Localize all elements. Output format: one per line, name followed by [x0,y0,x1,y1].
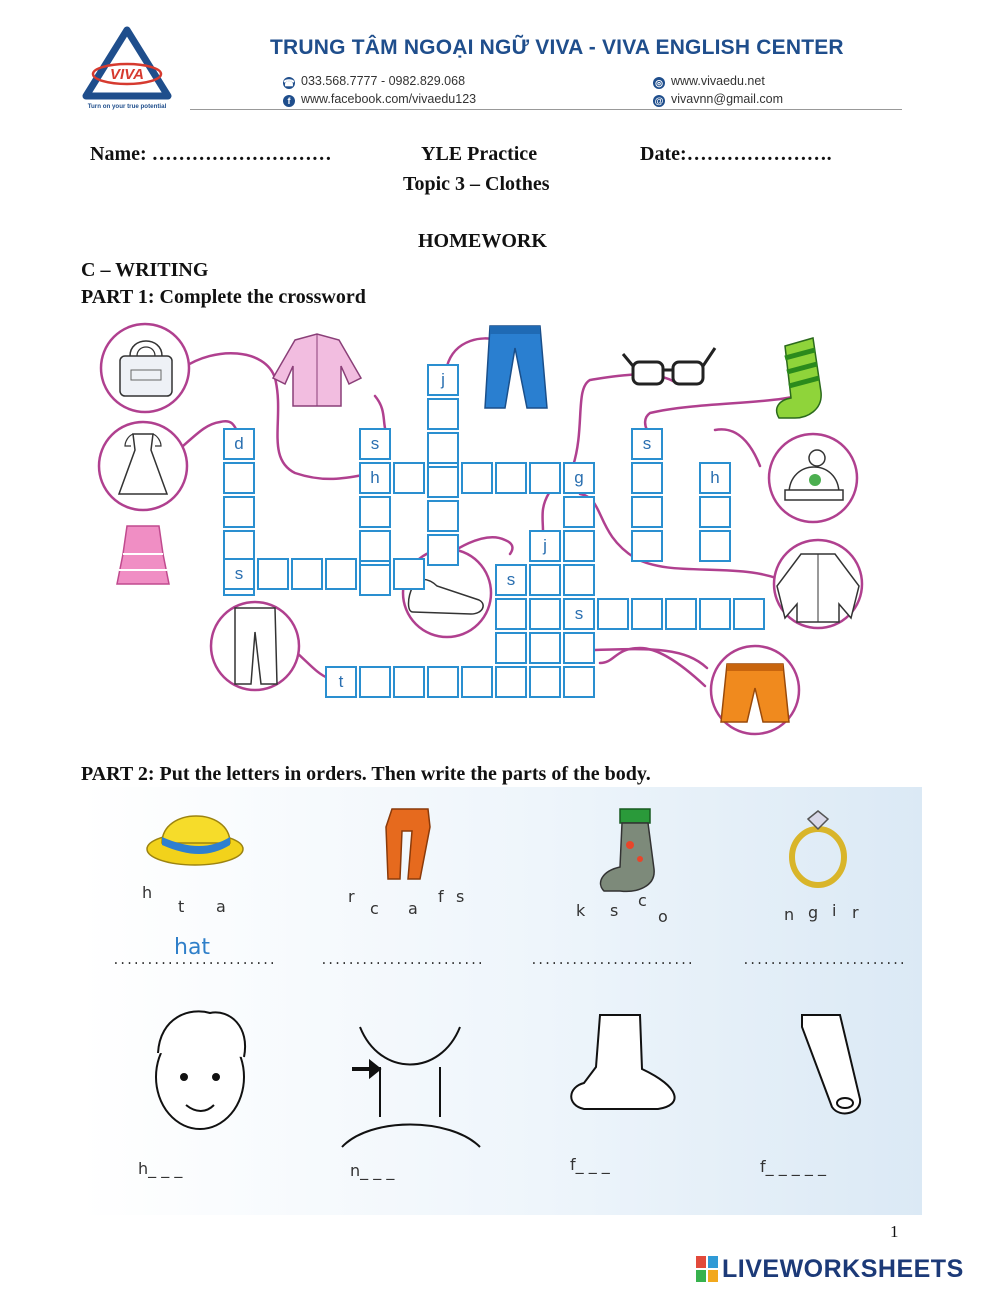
part2-pictures [80,787,922,1215]
crossword-cell[interactable] [223,462,255,494]
answer-1[interactable]: hat [174,935,211,960]
crossword-cell[interactable] [291,558,323,590]
logo-tagline: Turn on your true potential [87,103,167,110]
crossword-cell[interactable] [631,462,663,494]
body-prompt-foot[interactable]: f_ _ _ [570,1155,610,1174]
crossword-cell[interactable] [427,666,459,698]
crossword-cell[interactable] [699,598,731,630]
crossword-cell[interactable]: s [359,428,391,460]
crossword-cell[interactable] [393,558,425,590]
crossword-cell[interactable] [461,462,493,494]
scramble-3-letter-1: k [576,901,586,920]
answer-line-4: ........................ [742,953,906,968]
answer-line-3: ........................ [530,953,694,968]
globe-icon: ◎ [653,77,665,89]
skirt-picture [117,526,169,584]
email-line [653,92,783,107]
part2-heading: PART 2: Put the letters in orders. Then write the parts of the body. [81,763,651,785]
crossword-cell[interactable] [427,466,459,498]
crossword-cell[interactable] [359,564,391,596]
scramble-1-letter-3: a [216,897,226,916]
name-field: Name: ……………………… [90,143,332,165]
crossword-cell[interactable]: t [325,666,357,698]
finger-picture [802,1015,860,1113]
facebook-icon: f [283,95,295,107]
crossword-cell[interactable] [699,530,731,562]
scramble-4-letter-2: g [808,903,819,922]
phone-line [283,74,465,89]
crossword-cell[interactable] [733,598,765,630]
scramble-3-letter-2: s [610,901,619,920]
crossword-cell[interactable] [529,462,561,494]
crossword-cell[interactable] [665,598,697,630]
phone-icon: ☎ [283,78,295,88]
facebook-line [283,92,476,107]
facebook-text: www.facebook.com/vivaedu123 [301,92,477,106]
scramble-4-letter-1: n [784,905,795,924]
scramble-2-letter-5: s [456,887,465,906]
scramble-1-letter-1: h [142,883,153,902]
center-name: TRUNG TÂM NGOẠI NGỮ VIVA - VIVA ENGLISH CENTER [270,36,844,59]
website-line [653,74,765,89]
body-prompt-head[interactable]: h_ _ _ [138,1159,183,1178]
logo-text: VIVA [110,66,144,83]
practice-title: YLE Practice [421,143,538,165]
crossword-cell[interactable] [529,598,561,630]
crossword-cell[interactable] [631,598,663,630]
scramble-2-letter-3: a [408,899,418,918]
viva-logo [82,26,172,112]
crossword-cell[interactable] [461,666,493,698]
crossword-cell[interactable] [631,496,663,528]
crossword-cell[interactable] [597,598,629,630]
head-picture [156,1011,245,1129]
scramble-2-letter-2: c [370,899,379,918]
crossword-cell[interactable] [495,632,527,664]
crossword-cell[interactable] [427,432,459,464]
crossword-cell[interactable] [393,666,425,698]
crossword-cell[interactable] [563,496,595,528]
email-text: vivavnn@gmail.com [671,92,784,106]
crossword-cell[interactable] [427,500,459,532]
date-field: Date:…………………. [640,143,832,165]
crossword-cell[interactable]: d [223,428,255,460]
neck-picture [342,1027,480,1147]
crossword-cell[interactable]: h [359,462,391,494]
sock-picture [777,338,822,418]
header-divider [190,109,902,110]
scramble-4-letter-4: r [852,903,859,922]
body-prompt-neck[interactable]: n_ _ _ [350,1161,395,1180]
crossword-cell[interactable] [427,534,459,566]
website-text: www.vivaedu.net [671,74,765,88]
scramble-3-letter-4: o [658,907,668,926]
crossword-cell[interactable] [529,632,561,664]
scramble-2-letter-1: r [348,887,355,906]
part1-heading: PART 1: Complete the crossword [81,286,366,308]
scramble-3-letter-3: c [638,891,647,910]
crossword-cell[interactable] [495,598,527,630]
crossword-cell[interactable] [359,666,391,698]
crossword-cell[interactable] [563,564,595,596]
crossword-cell[interactable] [529,564,561,596]
crossword-cell[interactable]: s [563,598,595,630]
crossword-cell[interactable] [359,496,391,528]
scarf-picture [386,809,430,879]
crossword-cell[interactable]: j [529,530,561,562]
crossword-cell[interactable]: s [223,558,255,590]
topic-title: Topic 3 – Clothes [403,173,550,195]
crossword-cell[interactable] [223,496,255,528]
crossword-cell[interactable] [325,558,357,590]
body-prompt-finger[interactable]: f_ _ _ _ _ [760,1157,826,1176]
straw-hat-picture [147,816,243,865]
crossword-cell[interactable] [631,530,663,562]
crossword-cell[interactable] [257,558,289,590]
phone-text: 033.568.7777 - 0982.829.068 [301,74,466,88]
crossword-cell[interactable] [699,496,731,528]
section-heading: C – WRITING [81,259,209,281]
crossword-cell[interactable] [495,462,527,494]
crossword-cell[interactable]: j [427,364,459,396]
liveworksheets-logo-icon [696,1256,718,1282]
answer-line-2: ........................ [320,953,484,968]
crossword-cell[interactable]: g [563,462,595,494]
crossword-cell[interactable] [563,530,595,562]
scramble-2-letter-4: f [438,887,444,906]
crossword-cell[interactable] [359,530,391,562]
jeans-picture [485,326,547,408]
scramble-4-letter-3: i [832,901,837,920]
crossword-cell[interactable]: s [495,564,527,596]
homework-heading: HOMEWORK [418,230,547,252]
liveworksheets-brand[interactable]: LIVEWORKSHEETS [722,1255,964,1283]
crossword-cell[interactable] [563,632,595,664]
part2-panel [80,787,922,1215]
shirt-picture [273,334,361,406]
crossword-cell[interactable] [495,666,527,698]
ring-picture [792,811,844,885]
crossword-area [95,318,901,758]
answer-line-1: ........................ [112,953,276,968]
crossword-cell[interactable] [563,666,595,698]
crossword-cell[interactable]: s [631,428,663,460]
crossword-cell[interactable]: h [699,462,731,494]
scramble-1-letter-2: t [178,897,185,916]
crossword-cell[interactable] [427,398,459,430]
page-number: 1 [890,1222,899,1241]
email-icon: @ [654,96,664,106]
crossword-cell[interactable] [529,666,561,698]
foot-picture [571,1015,674,1109]
green-sock-picture [601,809,655,891]
crossword-cell[interactable] [393,462,425,494]
